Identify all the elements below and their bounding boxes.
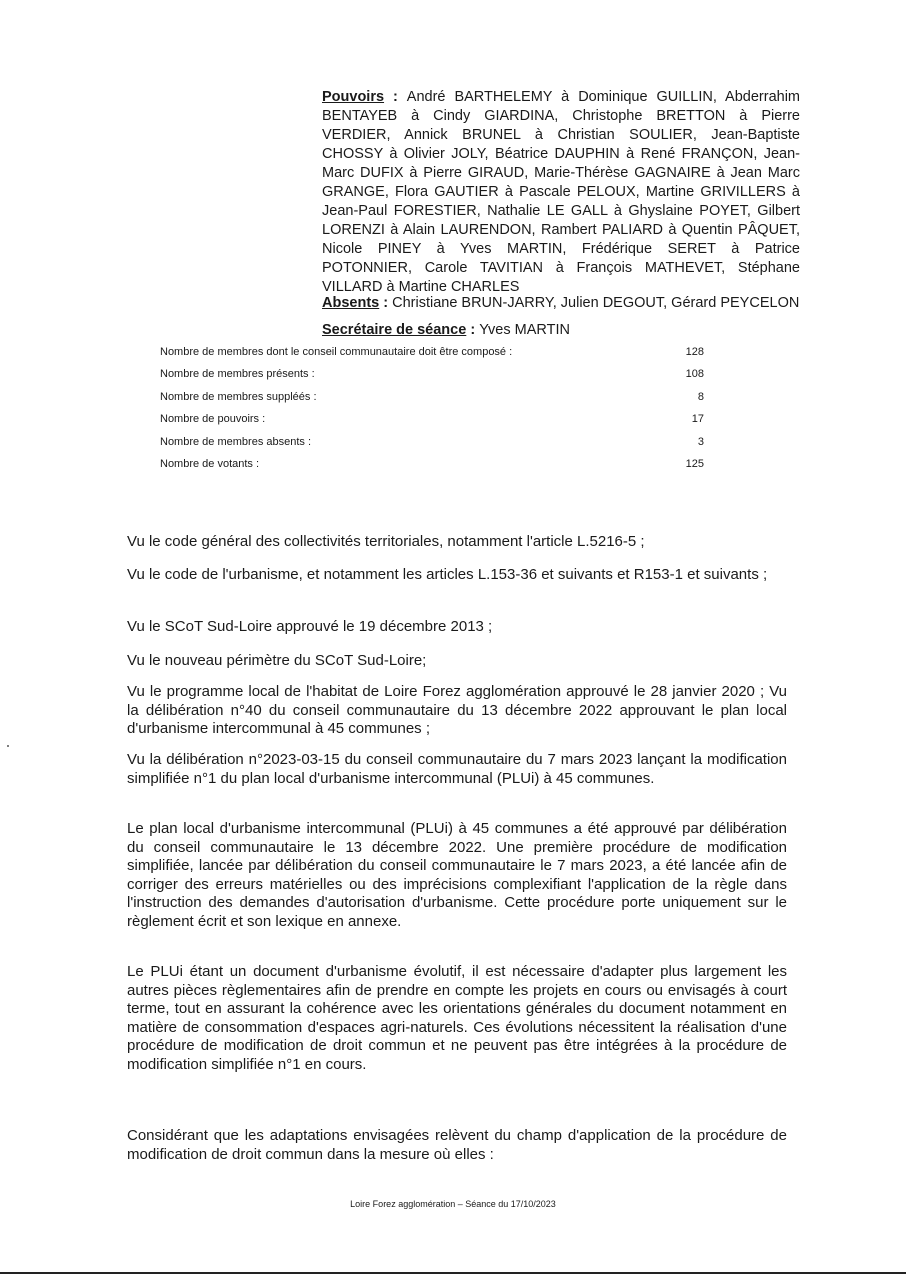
secretaire-label: Secrétaire de séance <box>322 322 467 338</box>
stat-row <box>160 411 710 427</box>
pouvoirs-block: Pouvoirs : André BARTHELEMY à Dominique GUILLIN, Abderrahim BENTAYEB à Cindy GIARDINA, Christophe BRETTON à Pierre VERDIER, Annick BRUNEL à Christian SOULIER, Jean-Baptiste CHOSSY à Olivier JOLY, Béatrice DAUPHIN à René FRANÇON, Jean-Marc DUFIX à Pierre GIRAUD, Marie-Thérèse GAGNAIRE à Jean Marc GRANGE, Flora GAUTIER à Pascale PELOUX, Martine GRIVILLERS à Jean-Paul FORESTIER, Nathalie LE GALL à Ghyslaine POYET, Gilbert LORENZI à Alain LAURENDON, Rambert PALIARD à Quentin PÂQUET, Nicole PINEY à Yves MARTIN, Frédérique SERET à Patrice POTONNIER, Carole TAVITIAN à François MATHEVET, Stéphane VILLARD à Martine CHARLES <box>322 89 801 295</box>
secretaire-text: Yves MARTIN <box>479 322 570 338</box>
stat-label: Nombre de membres suppléés : <box>160 391 317 403</box>
stat-value: 3 <box>697 436 704 448</box>
stat-value: 125 <box>685 458 704 470</box>
paragraph-plui-evolution: Le PLUi étant un document d'urbanisme évolutif, il est nécessaire d'adapter plus largement les autres pièces règlementaires afin de prendre en compte les projets en cours ou envisagés à court terme, tout en assurant la cohérence avec les orientations générales du document notamment en matière de consommation d'espaces agri-naturels. Ces évolutions nécessitent la réalisation d'une procédure de modification de droit commun et ne peuvent pas être intégrées à la procédure de modification simplifiée n°1 en cours. <box>127 963 787 1073</box>
pouvoirs-label: Pouvoirs <box>322 89 385 105</box>
page-bottom-rule <box>0 1272 906 1274</box>
paragraph-considerant: Considérant que les adaptations envisagées relèvent du champ d'application de la procédure de modification de droit commun dans la mesure où elles : <box>127 1127 787 1163</box>
stat-row <box>160 456 710 472</box>
stat-value: 8 <box>697 391 704 403</box>
stat-row <box>160 434 710 450</box>
vu-plh-deliberation: Vu le programme local de l'habitat de Loire Forez agglomération approuvé le 28 janvier 2020 ; Vu la délibération n°40 du conseil communautaire du 13 décembre 2022 approuvant le plan local d'urbanisme intercommunal à 45 communes ; <box>127 683 787 738</box>
stat-label: Nombre de pouvoirs : <box>160 413 266 425</box>
stat-value: 17 <box>691 413 704 425</box>
absents-text: Christiane BRUN-JARRY, Julien DEGOUT, Gérard PEYCELON <box>392 295 800 311</box>
stat-label: Nombre de membres présents : <box>160 368 315 380</box>
members-stats-table <box>160 344 710 474</box>
stat-value: 128 <box>685 346 704 358</box>
stat-label: Nombre de membres absents : <box>160 436 312 448</box>
paragraph-plui-approval: Le plan local d'urbanisme intercommunal (PLUi) à 45 communes a été approuvé par délibération du conseil communautaire le 13 décembre 2022. Une première procédure de modification simplifiée, lancée par délibération du conseil communautaire le 7 mars 2023, a été lancée afin de corriger des erreurs matérielles ou des imprécisions complexifiant l'application de la règle dans l'instruction des demandes d'autorisation d'urbanisme. Cette procédure porte uniquement sur le règlement écrit et son lexique en annexe. <box>127 820 787 930</box>
stat-row <box>160 366 710 382</box>
stat-label: Nombre de votants : <box>160 458 260 470</box>
absents-block: Absents : Christiane BRUN-JARRY, Julien DEGOUT, Gérard PEYCELON <box>322 295 800 311</box>
stat-value: 108 <box>685 368 704 380</box>
scan-artifact-dot <box>7 745 9 747</box>
stat-row <box>160 344 710 360</box>
vu-cgct: Vu le code général des collectivités territoriales, notamment l'article L.5216-5 ; <box>127 533 645 550</box>
absents-label: Absents <box>322 295 380 311</box>
vu-deliberation-2023: Vu la délibération n°2023-03-15 du conseil communautaire du 7 mars 2023 lançant la modification simplifiée n°1 du plan local d'urbanisme intercommunal (PLUi) à 45 communes. <box>127 751 787 787</box>
secretaire-block: Secrétaire de séance : Yves MARTIN <box>322 322 570 338</box>
vu-scot: Vu le SCoT Sud-Loire approuvé le 19 décembre 2013 ; <box>127 618 493 635</box>
stat-row <box>160 389 710 405</box>
page-footer: Loire Forez agglomération – Séance du 17/10/2023 <box>350 1199 556 1209</box>
vu-perimetre-scot: Vu le nouveau périmètre du SCoT Sud-Loire; <box>127 652 427 669</box>
stat-label: Nombre de membres dont le conseil communautaire doit être composé : <box>160 346 513 358</box>
vu-code-urbanisme: Vu le code de l'urbanisme, et notamment les articles L.153-36 et suivants et R153-1 et suivants ; <box>127 566 768 583</box>
pouvoirs-text: André BARTHELEMY à Dominique GUILLIN, Abderrahim BENTAYEB à Cindy GIARDINA, Christophe BRETTON à Pierre VERDIER, Annick BRUNEL à Christian SOULIER, Jean-Baptiste CHOSSY à Olivier JOLY, Béatrice DAUPHIN à René FRANÇON, Jean-Marc DUFIX à Pierre GIRAUD, Marie-Thérèse GAGNAIRE à Jean Marc GRANGE, Flora GAUTIER à Pascale PELOUX, Martine GRIVILLERS à Jean-Paul FORESTIER, Nathalie LE GALL à Ghyslaine POYET, Gilbert LORENZI à Alain LAURENDON, Rambert PALIARD à Quentin PÂQUET, Nicole PINEY à Yves MARTIN, Frédérique SERET à Patrice POTONNIER, Carole TAVITIAN à François MATHEVET, Stéphane VILLARD à Martine CHARLES <box>322 89 801 295</box>
